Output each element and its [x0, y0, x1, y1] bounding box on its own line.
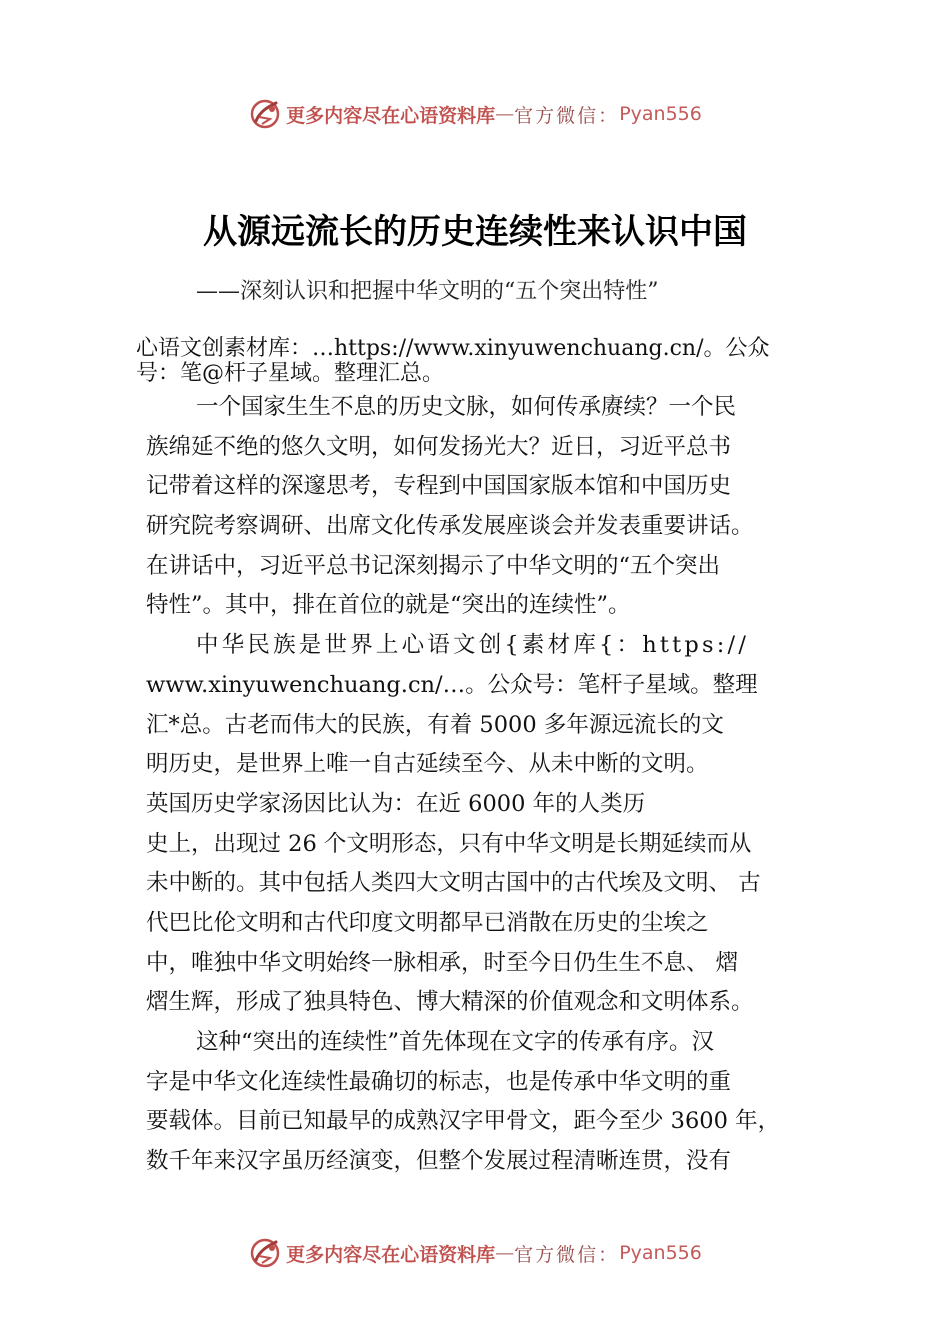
body-line: 数千年来汉字虽历经演变，但整个发展过程清晰连贯，没有 [146, 1148, 732, 1175]
note-line: 心语文创素材库：…https://www.xinyuwenchuang.cn/。公众 [136, 336, 770, 361]
stamp-logo-icon [248, 97, 282, 131]
body-line: 研究院考察调研、出席文化传承发展座谈会并发表重要讲话。 [146, 513, 754, 540]
note-line: 号：笔@杆子星域。整理汇总。 [136, 361, 445, 386]
banner-wechat-id: Pyan556 [619, 1242, 702, 1264]
banner-wechat-label: 官方微信： [514, 1243, 620, 1266]
body-line: 中，唯独中华文明始终一脉相承，时至今日仍生生不息、 熠 [146, 949, 739, 976]
body-line: 族绵延不绝的悠久文明，如何发扬光大？近日，习近平总书 [146, 433, 732, 460]
body-line: 在讲话中，习近平总书记深刻揭示了中华文明的“五个突出 [146, 552, 721, 579]
banner-dash: — [495, 1242, 515, 1264]
body-line: 特性”。其中，排在首位的就是“突出的连续性”。 [146, 592, 631, 619]
footer-banner [0, 1231, 950, 1275]
banner-site-text: 更多内容尽在心语资料库 [286, 104, 496, 127]
body-line: 中华民族是世界上心语文创{素材库{：https:// [196, 632, 750, 659]
stamp-logo-icon [248, 1236, 282, 1270]
banner-wechat-label: 官方微信： [514, 104, 620, 127]
body-line: 字是中华文化连续性最确切的标志，也是传承中华文明的重 [146, 1068, 732, 1095]
body-line: 一个国家生生不息的历史文脉，如何传承赓续？一个民 [196, 394, 737, 420]
body-line: 这种“突出的连续性”首先体现在文字的传承有序。汉 [196, 1029, 715, 1055]
body-line: 史上，出现过 26 个文明形态，只有中华文明是长期延续而从 [146, 830, 752, 857]
body-line: 明历史，是世界上唯一自古延续至今、从未中断的文明。 [146, 751, 709, 778]
banner-site-text: 更多内容尽在心语资料库 [286, 1243, 496, 1266]
document-subtitle: ——深刻认识和把握中华文明的“五个突出特性” [196, 279, 659, 304]
body-line: 未中断的。其中包括人类四大文明古国中的古代埃及文明、 古 [146, 870, 761, 897]
body-line: 英国历史学家汤因比认为：在近 6000 年的人类历 [146, 790, 646, 817]
body-line: 要载体。目前已知最早的成熟汉字甲骨文，距今至少 3600 年， [146, 1108, 781, 1135]
banner-dash: — [495, 103, 515, 125]
body-line: 记带着这样的深邃思考，专程到中国国家版本馆和中国历史 [146, 473, 732, 500]
body-line: 代巴比伦文明和古代印度文明都早已消散在历史的尘埃之 [146, 909, 709, 936]
header-banner [0, 92, 950, 136]
body-line: www.xinyuwenchuang.cn/…。公众号：笔杆子星域。整理 [146, 671, 758, 698]
document-title: 从源远流长的历史连续性来认识中国 [203, 212, 747, 252]
document-body [146, 388, 826, 1182]
source-note [136, 336, 836, 386]
banner-wechat-id: Pyan556 [619, 103, 702, 125]
body-line: 熠生辉，形成了独具特色、博大精深的价值观念和文明体系。 [146, 989, 754, 1016]
body-line: 汇*总。古老而伟大的民族，有着 5000 多年源远流长的文 [146, 711, 724, 738]
